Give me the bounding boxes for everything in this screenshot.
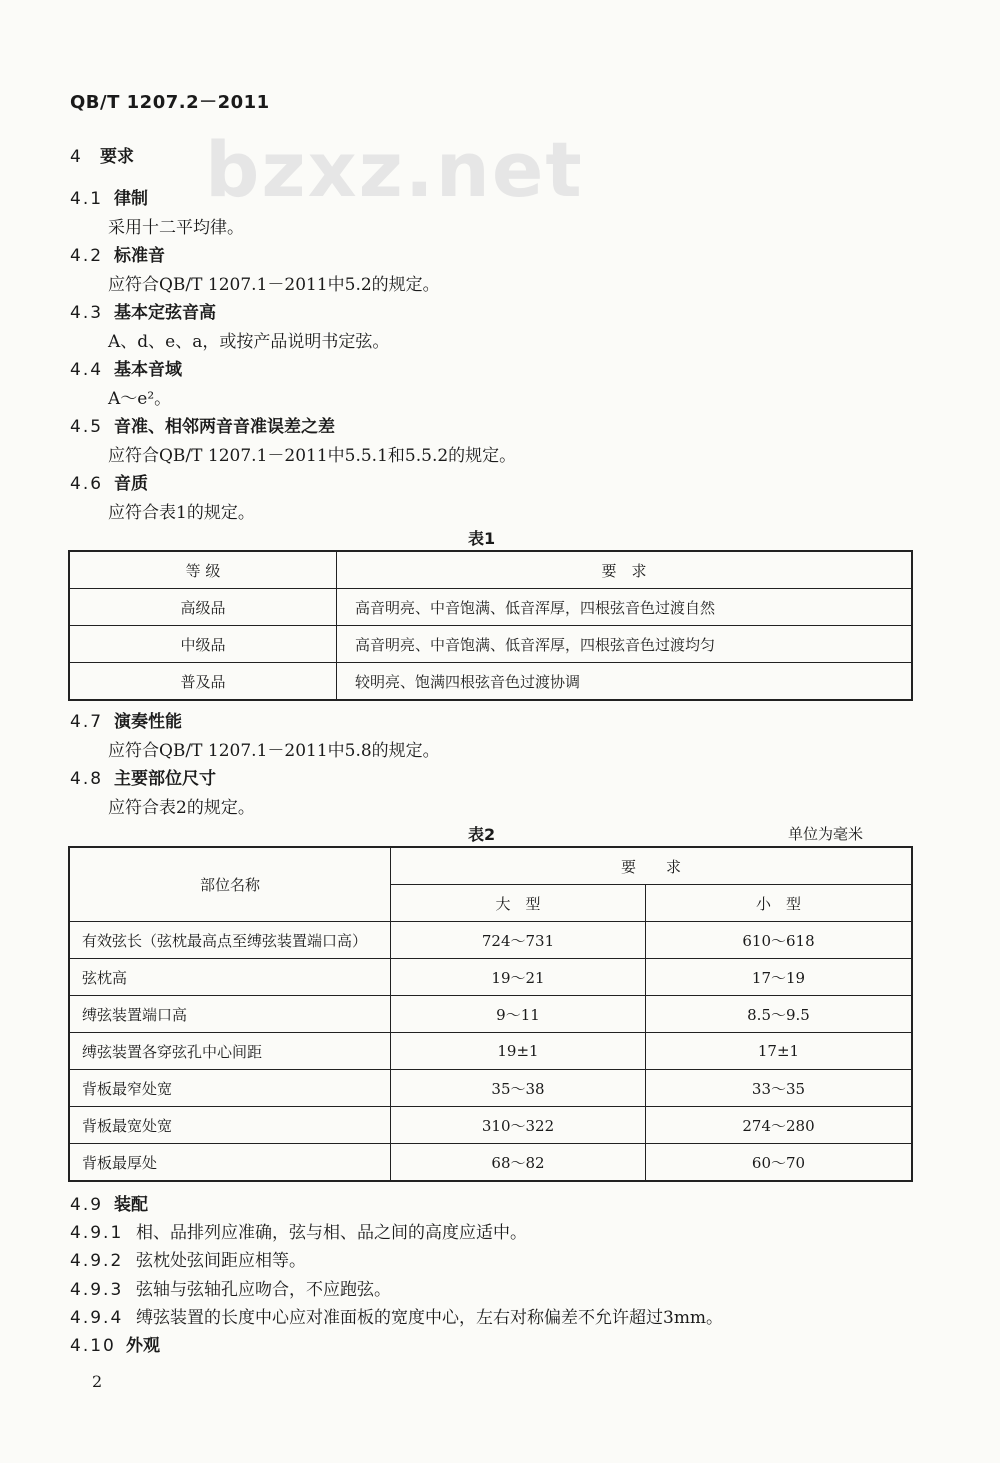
- table-row: [69, 1033, 912, 1070]
- section-number: 4.3: [70, 303, 104, 323]
- table-row: [69, 626, 912, 663]
- table-cell-part: 缚弦装置各穿弦孔中心间距: [69, 1033, 391, 1070]
- table-cell-part: 弦枕高: [69, 959, 391, 996]
- table-cell-part: 背板最窄处宽: [69, 1070, 391, 1107]
- section-4-3-heading: [70, 298, 216, 323]
- section-number: 4.4: [70, 360, 104, 380]
- table-cell-large: 724～731: [391, 922, 646, 959]
- section-number: 4.10: [70, 1336, 116, 1356]
- section-4-8-text: 应符合表2的规定。: [108, 798, 255, 818]
- clause-number: 4.9.4: [70, 1308, 124, 1328]
- table-cell-large: 310～322: [391, 1107, 646, 1144]
- table-cell-small: 610～618: [646, 922, 913, 959]
- table-cell-part: 背板最厚处: [69, 1144, 391, 1182]
- table-cell-large: 35～38: [391, 1070, 646, 1107]
- table-header-small: 小 型: [646, 885, 913, 922]
- section-number: 4.1: [70, 189, 104, 209]
- section-title: 音质: [114, 474, 148, 494]
- table-cell-part: 背板最宽处宽: [69, 1107, 391, 1144]
- table-cell-small: 17±1: [646, 1033, 913, 1070]
- section-4-2-heading: [70, 241, 165, 266]
- table-cell-large: 19±1: [391, 1033, 646, 1070]
- clause-4-9-2: [70, 1246, 306, 1271]
- table-row: [69, 922, 912, 959]
- clause-number: 4.9.1: [70, 1223, 124, 1243]
- clause-4-9-1: [70, 1218, 527, 1243]
- section-4-3-text: A、d、e、a，或按产品说明书定弦。: [108, 332, 390, 352]
- section-4-1-heading: [70, 184, 148, 209]
- section-title: 音准、相邻两音音准误差之差: [114, 417, 335, 437]
- table-header-part-name: 部位名称: [69, 847, 391, 922]
- table1: [68, 550, 913, 701]
- section-title: 基本音域: [114, 360, 182, 380]
- section-title: 基本定弦音高: [114, 303, 216, 323]
- table1-caption: 表1: [468, 529, 496, 548]
- table-cell-small: 33～35: [646, 1070, 913, 1107]
- section-title: 装配: [114, 1195, 148, 1215]
- table-header-requirement: 要 求: [391, 847, 913, 885]
- section-number: 4.6: [70, 474, 104, 494]
- section-4-4-text: A～e²。: [108, 389, 172, 409]
- watermark: bzxz.net: [205, 125, 584, 214]
- table-cell-large: 19～21: [391, 959, 646, 996]
- section-4-7-text: 应符合QB/T 1207.1－2011中5.8的规定。: [108, 741, 440, 761]
- clause-4-9-3: [70, 1275, 391, 1300]
- section-4-7-heading: [70, 707, 182, 732]
- table2-caption: 表2: [468, 825, 496, 844]
- section-4-6-heading: [70, 469, 148, 494]
- table-cell-grade: 高级品: [69, 589, 337, 626]
- table-cell-requirement: 较明亮、饱满四根弦音色过渡协调: [337, 663, 913, 701]
- table-header-row: [69, 847, 912, 885]
- section-title: 演奏性能: [114, 712, 182, 732]
- table-row: [69, 996, 912, 1033]
- table-cell-grade: 普及品: [69, 663, 337, 701]
- table-header-large: 大 型: [391, 885, 646, 922]
- clause-text: 弦轴与弦轴孔应吻合，不应跑弦。: [136, 1280, 391, 1300]
- section-4-2-text: 应符合QB/T 1207.1－2011中5.2的规定。: [108, 275, 440, 295]
- table-cell-part: 有效弦长（弦枕最高点至缚弦装置端口高）: [69, 922, 391, 959]
- section-number: 4.5: [70, 417, 104, 437]
- table-cell-small: 17～19: [646, 959, 913, 996]
- section-title: 主要部位尺寸: [114, 769, 216, 789]
- section-number: 4: [70, 147, 83, 167]
- section-4-10-heading: [70, 1331, 160, 1356]
- section-4-6-text: 应符合表1的规定。: [108, 503, 255, 523]
- table-cell-small: 8.5～9.5: [646, 996, 913, 1033]
- table-header-row: [69, 551, 912, 589]
- page-number: 2: [92, 1372, 103, 1391]
- standard-code-header: QB/T 1207.2－2011: [70, 92, 270, 113]
- section-number: 4.7: [70, 712, 104, 732]
- table-header-cell: 等 级: [69, 551, 337, 589]
- section-title: 标准音: [114, 246, 165, 266]
- table-cell-large: 68～82: [391, 1144, 646, 1182]
- clause-number: 4.9.2: [70, 1251, 124, 1271]
- table-cell-grade: 中级品: [69, 626, 337, 663]
- section-4-5-text: 应符合QB/T 1207.1－2011中5.5.1和5.5.2的规定。: [108, 446, 517, 466]
- table-row: [69, 1070, 912, 1107]
- table2: [68, 846, 913, 1182]
- table-row: [69, 1107, 912, 1144]
- clause-text: 缚弦装置的长度中心应对准面板的宽度中心，左右对称偏差不允许超过3mm。: [136, 1308, 724, 1328]
- section-number: 4.9: [70, 1195, 104, 1215]
- table2-unit: 单位为毫米: [788, 825, 864, 843]
- table-header-cell: 要 求: [337, 551, 913, 589]
- section-number: 4.8: [70, 769, 104, 789]
- section-number: 4.2: [70, 246, 104, 266]
- table-row: [69, 663, 912, 701]
- clause-4-9-4: [70, 1303, 723, 1328]
- section-4-4-heading: [70, 355, 182, 380]
- clause-number: 4.9.3: [70, 1280, 124, 1300]
- table-cell-small: 274～280: [646, 1107, 913, 1144]
- table-cell-part: 缚弦装置端口高: [69, 996, 391, 1033]
- section-4-heading: [70, 142, 134, 167]
- table-row: [69, 1144, 912, 1182]
- section-4-9-heading: [70, 1190, 148, 1215]
- section-4-8-heading: [70, 764, 216, 789]
- table-cell-requirement: 高音明亮、中音饱满、低音浑厚，四根弦音色过渡均匀: [337, 626, 913, 663]
- section-4-1-text: 采用十二平均律。: [108, 218, 244, 238]
- clause-text: 弦枕处弦间距应相等。: [136, 1251, 306, 1271]
- table-row: [69, 589, 912, 626]
- table-cell-large: 9～11: [391, 996, 646, 1033]
- section-4-5-heading: [70, 412, 335, 437]
- section-title: 外观: [126, 1336, 160, 1356]
- section-title: 要求: [100, 147, 134, 167]
- table-row: [69, 959, 912, 996]
- table-cell-small: 60～70: [646, 1144, 913, 1182]
- clause-text: 相、品排列应准确，弦与相、品之间的高度应适中。: [136, 1223, 527, 1243]
- table-cell-requirement: 高音明亮、中音饱满、低音浑厚，四根弦音色过渡自然: [337, 589, 913, 626]
- section-title: 律制: [114, 189, 148, 209]
